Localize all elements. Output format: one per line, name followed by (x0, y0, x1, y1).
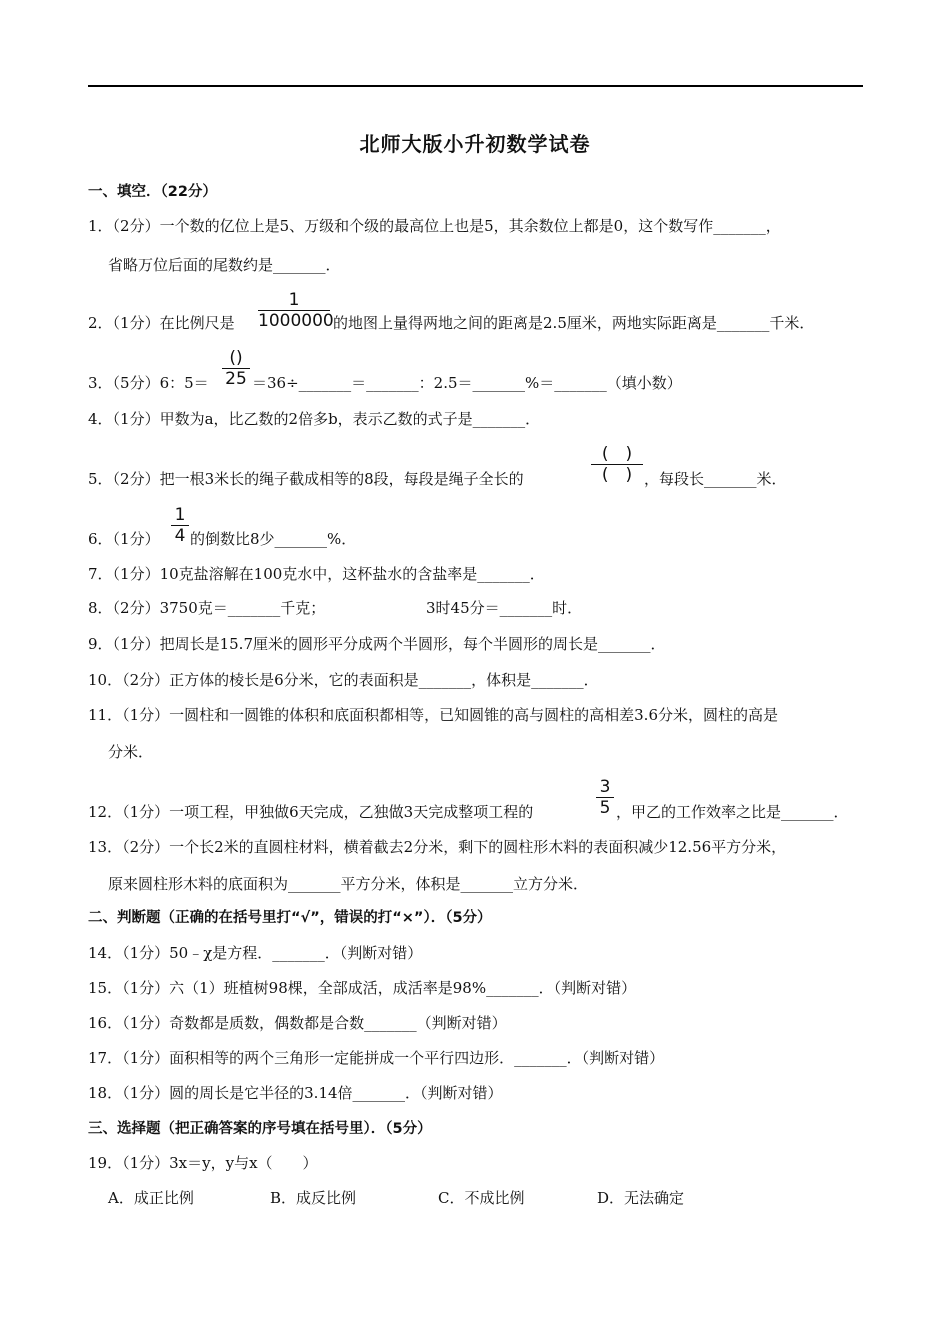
question-3-suffix: ＝36÷_______＝_______：2.5＝_______%＝_______（填小数） (252, 374, 682, 392)
question-3-prefix: 3．（5分）6：5＝ (88, 374, 209, 392)
question-4: 4．（1分）甲数为a，比乙数的2倍多b，表示乙数的式子是_______． (88, 410, 541, 428)
question-13-line-2: 原来圆柱形木料的底面积为_______平方分米，体积是_______立方分米． (108, 875, 589, 893)
fraction-three-fifths (596, 777, 614, 818)
fraction-denominator: 25 (225, 369, 247, 389)
option-d: D．无法确定 (597, 1189, 685, 1207)
fraction-scale (258, 290, 334, 331)
question-5-suffix: ，每段长_______米． (644, 470, 787, 488)
fraction-numerator: () (229, 348, 243, 368)
question-13-line-1: 13．（2分）一个长2米的直圆柱材料，横着截去2分米，剩下的圆柱形木料的表面积减少12.56平方分米， (88, 838, 787, 856)
question-19: 19．（1分）3x＝y，y与x（ ） (88, 1154, 318, 1172)
fraction-denominator: 1000000 (258, 311, 334, 331)
question-9: 9．（1分）把周长是15.7厘米的圆形平分成两个半圆形，每个半圆形的周长是_______． (88, 635, 666, 653)
page-title: 北师大版小升初数学试卷 (359, 132, 591, 156)
fraction-numerator: 3 (599, 777, 611, 797)
fraction-one-quarter (171, 505, 189, 546)
option-b: B．成反比例 (270, 1189, 357, 1207)
question-8-part-1: 8．（2分）3750克＝_______千克； (88, 599, 326, 617)
fraction-denominator: 5 (599, 798, 611, 818)
fraction-blank-both (591, 444, 643, 485)
question-14: 14．（1分）50﹣χ是方程．_______．（判断对错） (88, 944, 423, 962)
option-c: C．不成比例 (438, 1189, 525, 1207)
fraction-denominator: ( ) (601, 465, 633, 485)
fraction-numerator: 1 (288, 290, 300, 310)
section-fill-blank: 一、填空．（22分） (88, 184, 217, 200)
fraction-numerator: ( ) (601, 444, 633, 464)
section-true-false: 二、判断题（正确的在括号里打“√”，错误的打“×”）．（5分） (88, 910, 492, 926)
question-10: 10．（2分）正方体的棱长是6分米，它的表面积是_______，体积是_______． (88, 671, 599, 689)
fraction-numerator: 1 (174, 505, 186, 525)
question-2-prefix: 2．（1分）在比例尺是 (88, 314, 235, 332)
question-11-line-1: 11．（1分）一圆柱和一圆锥的体积和底面积都相等，已知圆锥的高与圆柱的高相差3.6分米，圆柱的高是 (88, 706, 778, 724)
question-5-prefix: 5．（2分）把一根3米长的绳子截成相等的8段，每段是绳子全长的 (88, 470, 524, 488)
question-8-part-2: 3时45分＝_______时． (426, 599, 583, 617)
question-18: 18．（1分）圆的周长是它半径的3.14倍_______．（判断对错） (88, 1084, 503, 1102)
fraction-blank-25 (222, 348, 250, 389)
question-11-line-2: 分米． (108, 743, 154, 761)
question-2-suffix: 的地图上量得两地之间的距离是2.5厘米，两地实际距离是_______千米． (333, 314, 815, 332)
question-1-line-2: 省略万位后面的尾数约是_______． (108, 256, 341, 274)
section-multiple-choice: 三、选择题（把正确答案的序号填在括号里）．（5分） (88, 1121, 432, 1137)
question-12-suffix: ，甲乙的工作效率之比是_______． (616, 803, 849, 821)
question-7: 7．（1分）10克盐溶解在100克水中，这杯盐水的含盐率是_______． (88, 565, 545, 583)
option-a: A．成正比例 (108, 1189, 194, 1207)
question-6-suffix: 的倒数比8少_______%． (190, 530, 357, 548)
question-1-line-1: 1．（2分）一个数的亿位上是5、万级和个级的最高位上也是5，其余数位上都是0，这个数写作_______， (88, 217, 781, 235)
question-15: 15．（1分）六（1）班植树98棵，全部成活，成活率是98%_______．（判断对错） (88, 979, 637, 997)
top-rule (88, 85, 863, 87)
fraction-denominator: 4 (174, 526, 186, 546)
question-12-prefix: 12．（1分）一项工程，甲独做6天完成，乙独做3天完成整项工程的 (88, 803, 534, 821)
question-17: 17．（1分）面积相等的两个三角形一定能拼成一个平行四边形．_______．（判断对错） (88, 1049, 665, 1067)
question-6-prefix: 6．（1分） (88, 530, 160, 548)
question-16: 16．（1分）奇数都是质数，偶数都是合数_______（判断对错） (88, 1014, 507, 1032)
